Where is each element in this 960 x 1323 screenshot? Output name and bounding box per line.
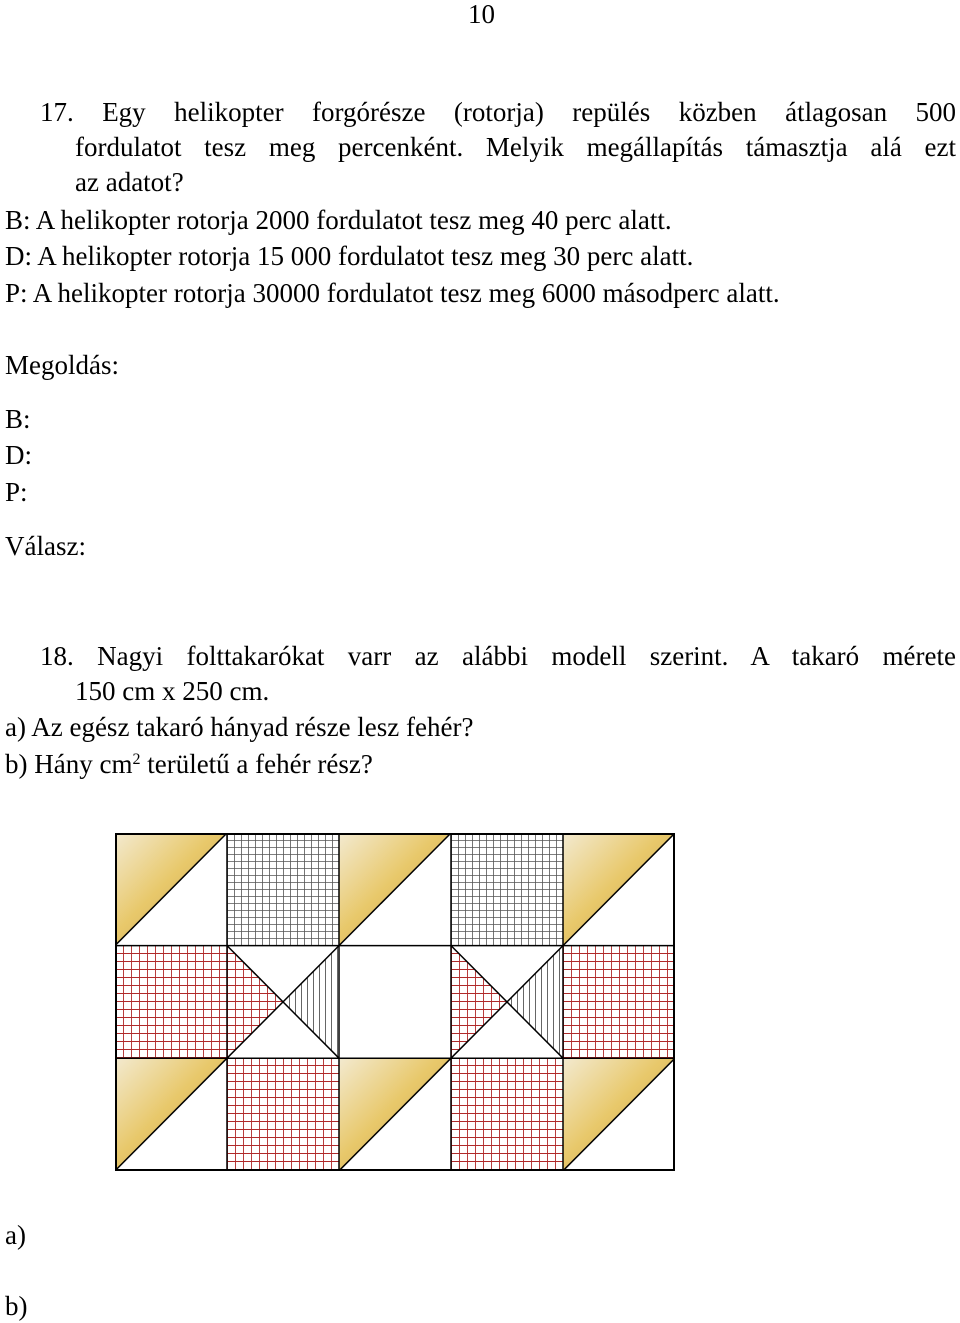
solution-p-label: P:: [5, 477, 28, 507]
quilt-square-checked: [115, 946, 227, 1059]
question-b-rest: területű a fehér rész?: [140, 749, 373, 779]
problem-18-line-1: 18. Nagyi folttakarókat varr az alábbi modell szerint. A takaró mérete: [40, 641, 956, 671]
problem-17-line-3: az adatot?: [75, 167, 184, 197]
problem-17-line-2: fordulatot tesz meg percenként. Melyik megállapítás támasztja alá ezt: [75, 132, 956, 162]
answer-label: Válasz:: [5, 531, 86, 561]
problem-18-line-2: 150 cm x 250 cm.: [75, 676, 270, 706]
quilt-square-checked: [451, 1058, 563, 1171]
problem-17-line-1: 17. Egy helikopter forgórésze (rotorja) repülés közben átlagosan 500: [40, 97, 956, 127]
answer-b-label: b): [5, 1291, 28, 1321]
question-a: a) Az egész takaró hányad része lesz fehér?: [5, 712, 474, 742]
answer-a-label: a): [5, 1220, 26, 1250]
quilt-square-checked: [563, 946, 675, 1059]
option-p: P: A helikopter rotorja 30000 fordulatot tesz meg 6000 másodperc alatt.: [5, 278, 780, 308]
option-b: B: A helikopter rotorja 2000 fordulatot tesz meg 40 perc alatt.: [5, 205, 672, 235]
option-d: D: A helikopter rotorja 15 000 fordulatot tesz meg 30 perc alatt.: [5, 241, 694, 271]
solution-label: Megoldás:: [5, 350, 119, 380]
quilt-square-checked: [227, 1058, 339, 1171]
quilt-square-white: [339, 946, 451, 1059]
question-b-text: b) Hány cm: [5, 749, 133, 779]
quilt-square-checked: [451, 833, 563, 946]
question-b: [5, 748, 373, 780]
solution-b-label: B:: [5, 404, 31, 434]
solution-d-label: D:: [5, 440, 32, 470]
question-b-superscript: 2: [132, 751, 141, 768]
quilt-model-diagram: [115, 833, 675, 1171]
quilt-square-checked: [227, 833, 339, 946]
page-number: 10: [468, 0, 495, 29]
